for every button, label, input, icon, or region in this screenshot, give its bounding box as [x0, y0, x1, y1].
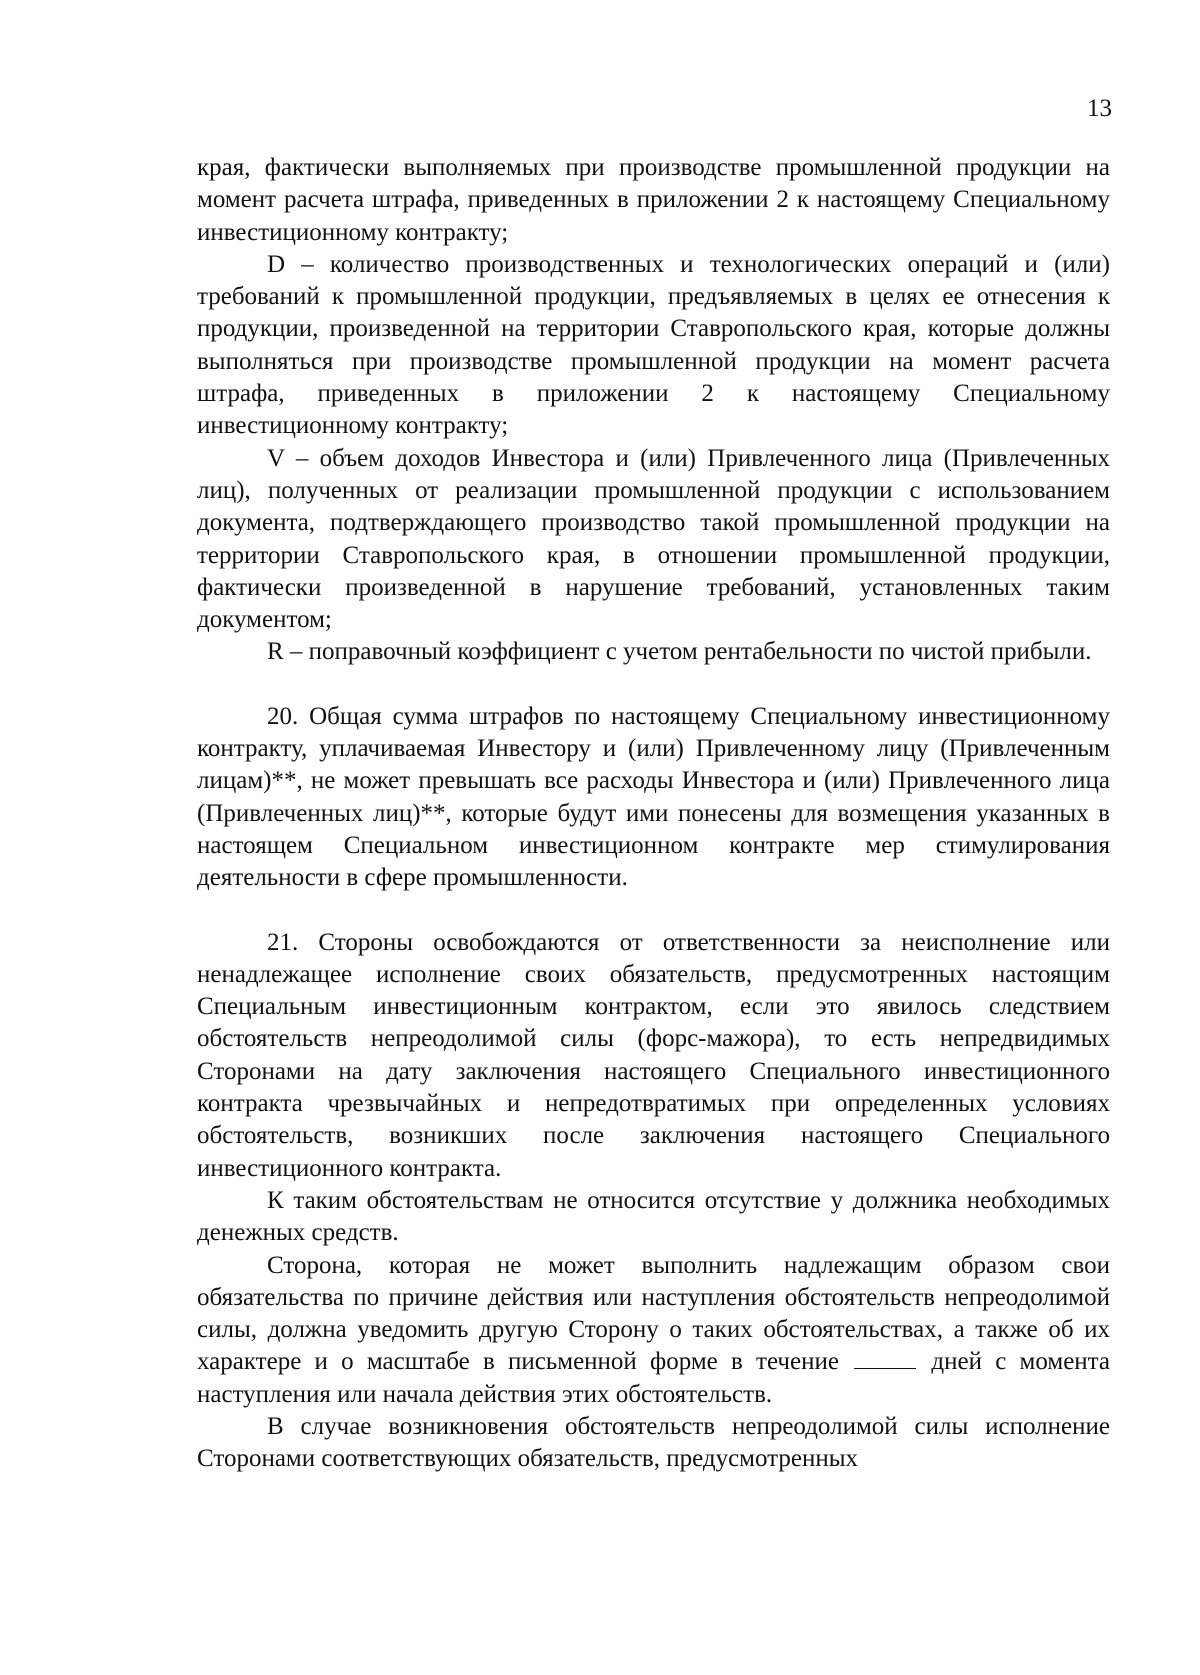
- paragraph-definition-d: D – количество производственных и технологических операций и (или) требований к промышленной продукции, предъявляемых в целях ее отнесения к продукции, произведенной на территории Ставропольского края, которые должны выполняться при производстве промышленной продукции на момент расчета штрафа, приведенных в приложении 2 к настоящему Специальному инвестиционному контракту;: [197, 250, 1110, 440]
- paragraph-force-majeure: В случае возникновения обстоятельств непреодолимой силы исполнение Сторонами соответствующих обязательств, предусмотренных: [197, 1412, 1110, 1473]
- paragraph-p1: края, фактически выполняемых при производстве промышленной продукции на момент расчета штрафа, приведенных в приложении 2 к настоящему Специальному инвестиционному контракту;: [197, 154, 1110, 246]
- notification-text-start: Сторона, которая не может выполнить надлежащим образом свои обязательства по причине действия или наступления обстоятельств непреодолимой силы, должна уведомить другую Сторону о таких обстоятельствах, а также об их характере и о масштабе в письменной форме в течение: [197, 1251, 1110, 1376]
- paragraph-clause-20: 20. Общая сумма штрафов по настоящему Специальному инвестиционному контракту, уплачиваемая Инвестору и (или) Привлеченному лицу (Привлеченным лицам)**, не может превышать все расходы Инвестора и (или) Привлеченного лица (Привлеченных лиц)**, которые будут ими понесены для возмещения указанных в настоящем Специальном инвестиционном контракте мер стимулирования деятельности в сфере промышленности.: [197, 702, 1110, 892]
- paragraph-definition-v: V – объем доходов Инвестора и (или) Привлеченного лица (Привлеченных лиц), полученных от реализации промышленной продукции с использованием документа, подтверждающего производство такой промышленной продукции на территории Ставропольского края, в отношении промышленной продукции, фактически произведенной в нарушение требований, установленных таким документом;: [197, 444, 1110, 634]
- days-blank-field: [854, 1348, 916, 1369]
- paragraph-definition-r: R – поправочный коэффициент с учетом рентабельности по чистой прибыли.: [267, 638, 1092, 666]
- page-number: 13: [1087, 95, 1112, 122]
- paragraph-notification: [197, 1250, 1110, 1411]
- document-body: [197, 152, 1110, 1476]
- paragraph-clause-21: 21. Стороны освобождаются от ответственности за неисполнение или ненадлежащее исполнение своих обязательств, предусмотренных настоящим Специальным инвестиционным контрактом, если это явилось следствием обстоятельств непреодолимой силы (форс-мажора), то есть непредвидимых Сторонами на дату заключения настоящего Специального инвестиционного контракта чрезвычайных и непредотвратимых при определенных условиях обстоятельств, возникших после заключения настоящего Специального инвестиционного контракта.: [197, 928, 1110, 1182]
- notification-text-end: дней с момента наступления или начала действия этих обстоятельств.: [197, 1348, 1111, 1408]
- paragraph-no-funds: К таким обстоятельствам не относится отсутствие у должника необходимых денежных средств.: [197, 1186, 1110, 1247]
